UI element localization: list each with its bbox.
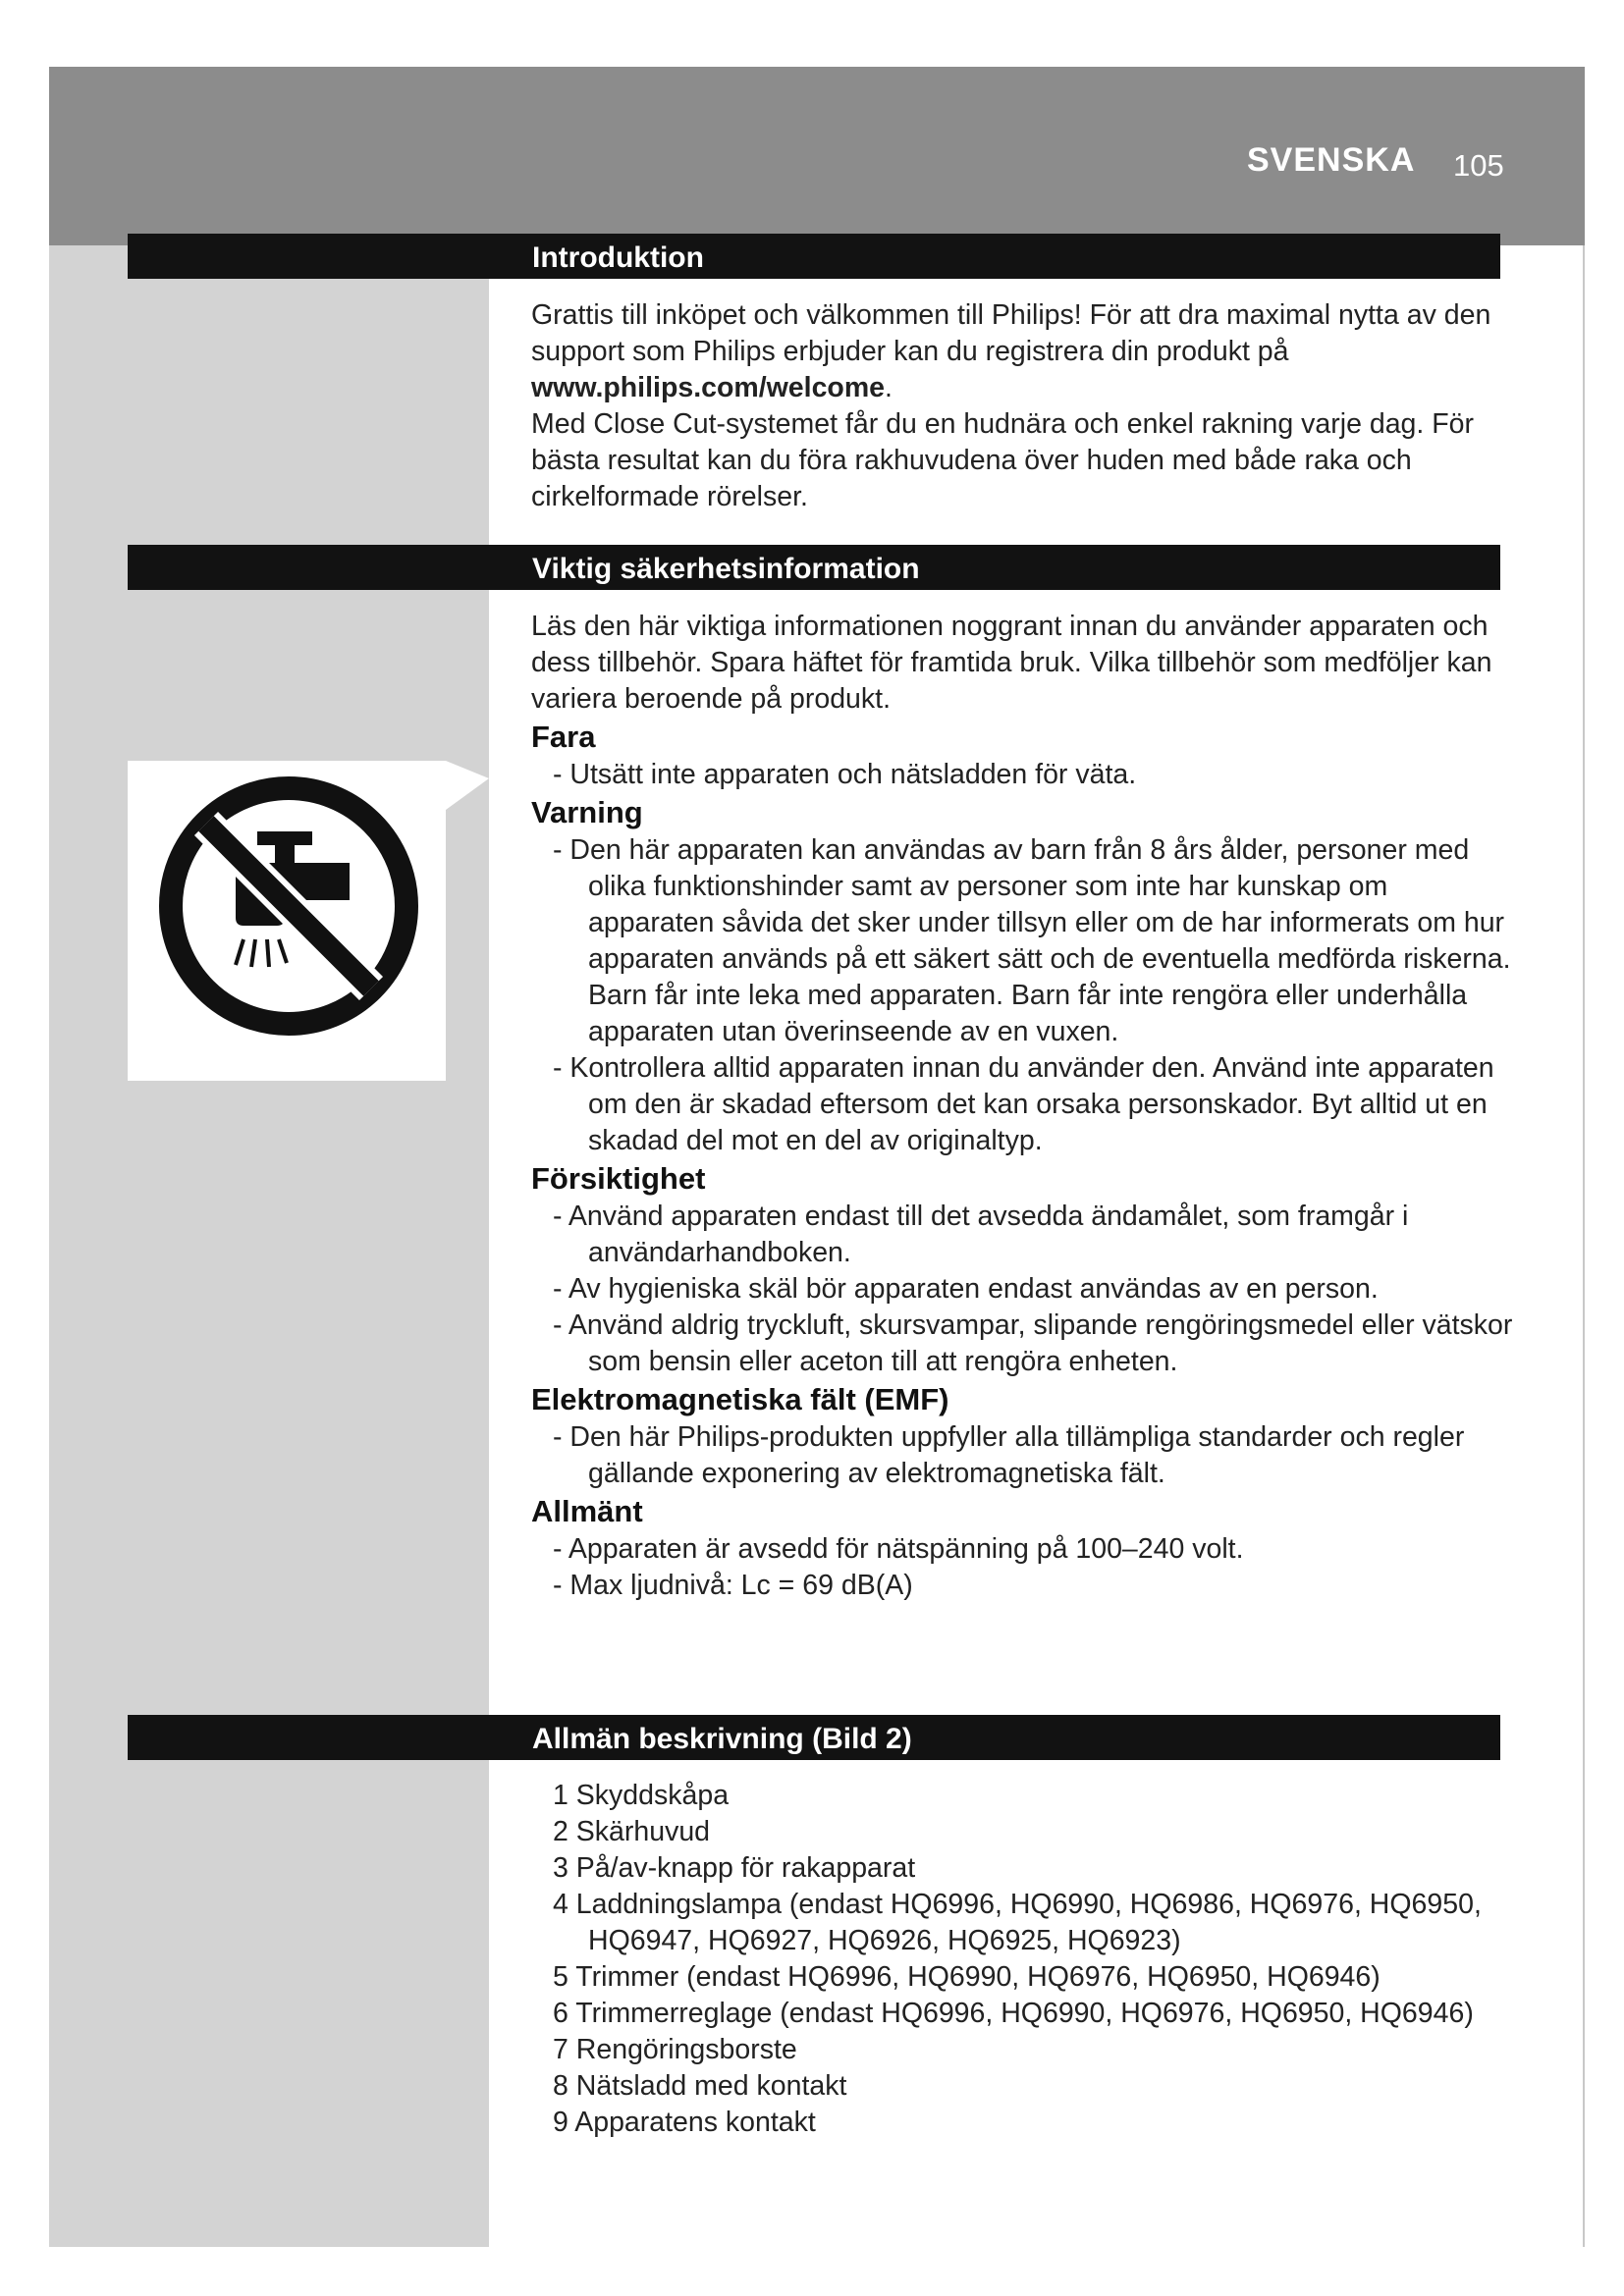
heading-caution: Försiktighet [531,1161,706,1196]
caution-item-text: Av hygieniska skäl bör apparaten endast användas av en person. [568,1273,1379,1305]
list-item [531,1850,1513,1887]
page-number: 105 [1453,148,1504,183]
intro-paragraph-1 [531,297,1513,406]
item-text: Nätsladd med kontakt [575,2070,847,2102]
section-title-safety: Viktig säkerhetsinformation [532,553,920,585]
general-item: - Apparaten är avsedd för nätspänning på 100–240 volt. [553,1533,1244,1565]
item-text: På/av-knapp för rakapparat [575,1852,916,1884]
warning-item: - Den här apparaten kan användas av barn från 8 års ålder, personer med olika funktionshinder samt av personer som inte har kunskap om apparaten såvida det sker under tillsyn eller om de har informerats om hur apparaten används på ett säkert sätt och de eventuella medförda riskerna. Barn får inte leka med apparaten. Barn får inte rengöra eller underhålla apparaten utan överinseende av en vuxen. [553,834,1511,1047]
item-number: 4 [553,1889,568,1920]
caution-item-text: Använd aldrig tryckluft, skursvampar, slipande rengöringsmedel eller vätskor som bensin eller aceton till att rengöra enheten. [568,1309,1513,1377]
list-item [531,2068,1513,2105]
heading-warning: Varning [531,795,643,829]
caution-item: - Använd apparaten endast till det avsedda ändamålet, som framgår i användarhandboken. [553,1201,1409,1268]
item-number: 9 [553,2107,568,2138]
general-item: - Max ljudnivå: Lc = 69 dB(A) [553,1570,913,1601]
list-item [531,2032,1513,2068]
list-item [531,1814,1513,1850]
item-text: Skyddskåpa [575,1780,730,1811]
list-item [531,1959,1513,1996]
warning-item: - Kontrollera alltid apparaten innan du använder den. Använd inte apparaten om den är skadad eftersom det kan orsaka personskador. Byt alltid ut en skadad del mot en del av originaltyp. [553,1052,1494,1156]
section-bar-safety [128,545,1500,590]
description-list [531,1778,1513,2141]
emf-item-text: Den här Philips-produkten uppfyller alla tillämpliga standarder och regler gällande exponering av elektromagnetiska fält. [569,1421,1465,1489]
section-bar-introduction [128,234,1500,279]
caution-item: - Använd aldrig tryckluft, skursvampar, slipande rengöringsmedel eller vätskor som bensin eller aceton till att rengöra enheten. [553,1309,1513,1377]
safety-intro: Läs den här viktiga informationen noggrant innan du använder apparaten och dess tillbehör. Spara häftet för framtida bruk. Vilka tillbehör som medföljer kan variera beroende på produkt. [531,611,1492,715]
item-number: 8 [553,2070,568,2102]
caution-item-text: Använd apparaten endast till det avsedda ändamålet, som framgår i användarhandboken. [568,1201,1409,1268]
general-item-text: Max ljudnivå: Lc = 69 dB(A) [569,1570,913,1601]
intro-text: Grattis till inköpet och välkommen till Philips! För att dra maximal nytta av den support som Philips erbjuder kan du registrera din produkt på [531,299,1491,367]
warning-item-text: Den här apparaten kan användas av barn från 8 års ålder, personer med olika funktionshinder samt av personer som inte har kunskap om apparaten såvida det sker under tillsyn eller om de har informerats om hur apparaten används på ett säkert sätt och de eventuella medförda riskerna. Barn får inte leka med apparaten. Barn får inte rengöra eller underhålla apparaten utan överinseende av en vuxen. [569,834,1511,1047]
no-water-warning-box [128,761,446,1081]
introduction-text [531,297,1513,515]
caution-item: - Av hygieniska skäl bör apparaten endast användas av en person. [553,1273,1379,1305]
list-item [531,1778,1513,1814]
section-title-description: Allmän beskrivning (Bild 2) [532,1723,912,1755]
callout-pointer [446,761,489,810]
list-item [531,1887,1513,1959]
item-text: Rengöringsborste [575,2034,797,2065]
item-text: Apparatens kontakt [574,2107,816,2138]
list-item [531,2105,1513,2141]
list-item [531,1996,1513,2032]
item-text: Trimmer (endast HQ6996, HQ6990, HQ6976, HQ6950, HQ6946) [575,1961,1380,1993]
emf-item: - Den här Philips-produkten uppfyller alla tillämpliga standarder och regler gällande exponering av elektromagnetiska fält. [553,1421,1465,1489]
item-text: Trimmerreglage (endast HQ6996, HQ6990, HQ6976, HQ6950, HQ6946) [575,1998,1474,2029]
warning-item-text: Kontrollera alltid apparaten innan du använder den. Använd inte apparaten om den är skadad eftersom det kan orsaka personskador. Byt alltid ut en skadad del mot en del av originaltyp. [569,1052,1494,1156]
welcome-url[interactable]: www.philips.com/welcome [531,372,886,403]
item-number: 6 [553,1998,568,2029]
heading-danger: Fara [531,720,596,754]
danger-item-text: Utsätt inte apparaten och nätsladden för väta. [569,759,1137,790]
item-number: 2 [553,1816,568,1847]
language-label: SVENSKA [1247,141,1416,179]
item-number: 5 [553,1961,568,1993]
item-text: Skärhuvud [575,1816,711,1847]
section-bar-description [128,1715,1500,1760]
item-number: 7 [553,2034,568,2065]
intro-period: . [885,372,893,403]
right-border-line [1583,245,1585,2247]
item-number: 1 [553,1780,568,1811]
item-number: 3 [553,1852,568,1884]
item-text: Laddningslampa (endast HQ6996, HQ6990, HQ6986, HQ6976, HQ6950, HQ6947, HQ6927, HQ6926, HQ6925, HQ6923) [575,1889,1482,1956]
heading-emf: Elektromagnetiska fält (EMF) [531,1382,949,1416]
safety-text [531,609,1513,1604]
heading-general: Allmänt [531,1494,643,1528]
section-title-introduction: Introduktion [532,241,704,274]
general-item-text: Apparaten är avsedd för nätspänning på 100–240 volt. [568,1533,1244,1565]
no-water-icon [128,761,446,1081]
danger-item: - Utsätt inte apparaten och nätsladden för väta. [553,759,1137,790]
intro-paragraph-2: Med Close Cut-systemet får du en hudnära och enkel rakning varje dag. För bästa resultat kan du föra rakhuvudena över huden med både raka och cirkelformade rörelser. [531,408,1474,512]
